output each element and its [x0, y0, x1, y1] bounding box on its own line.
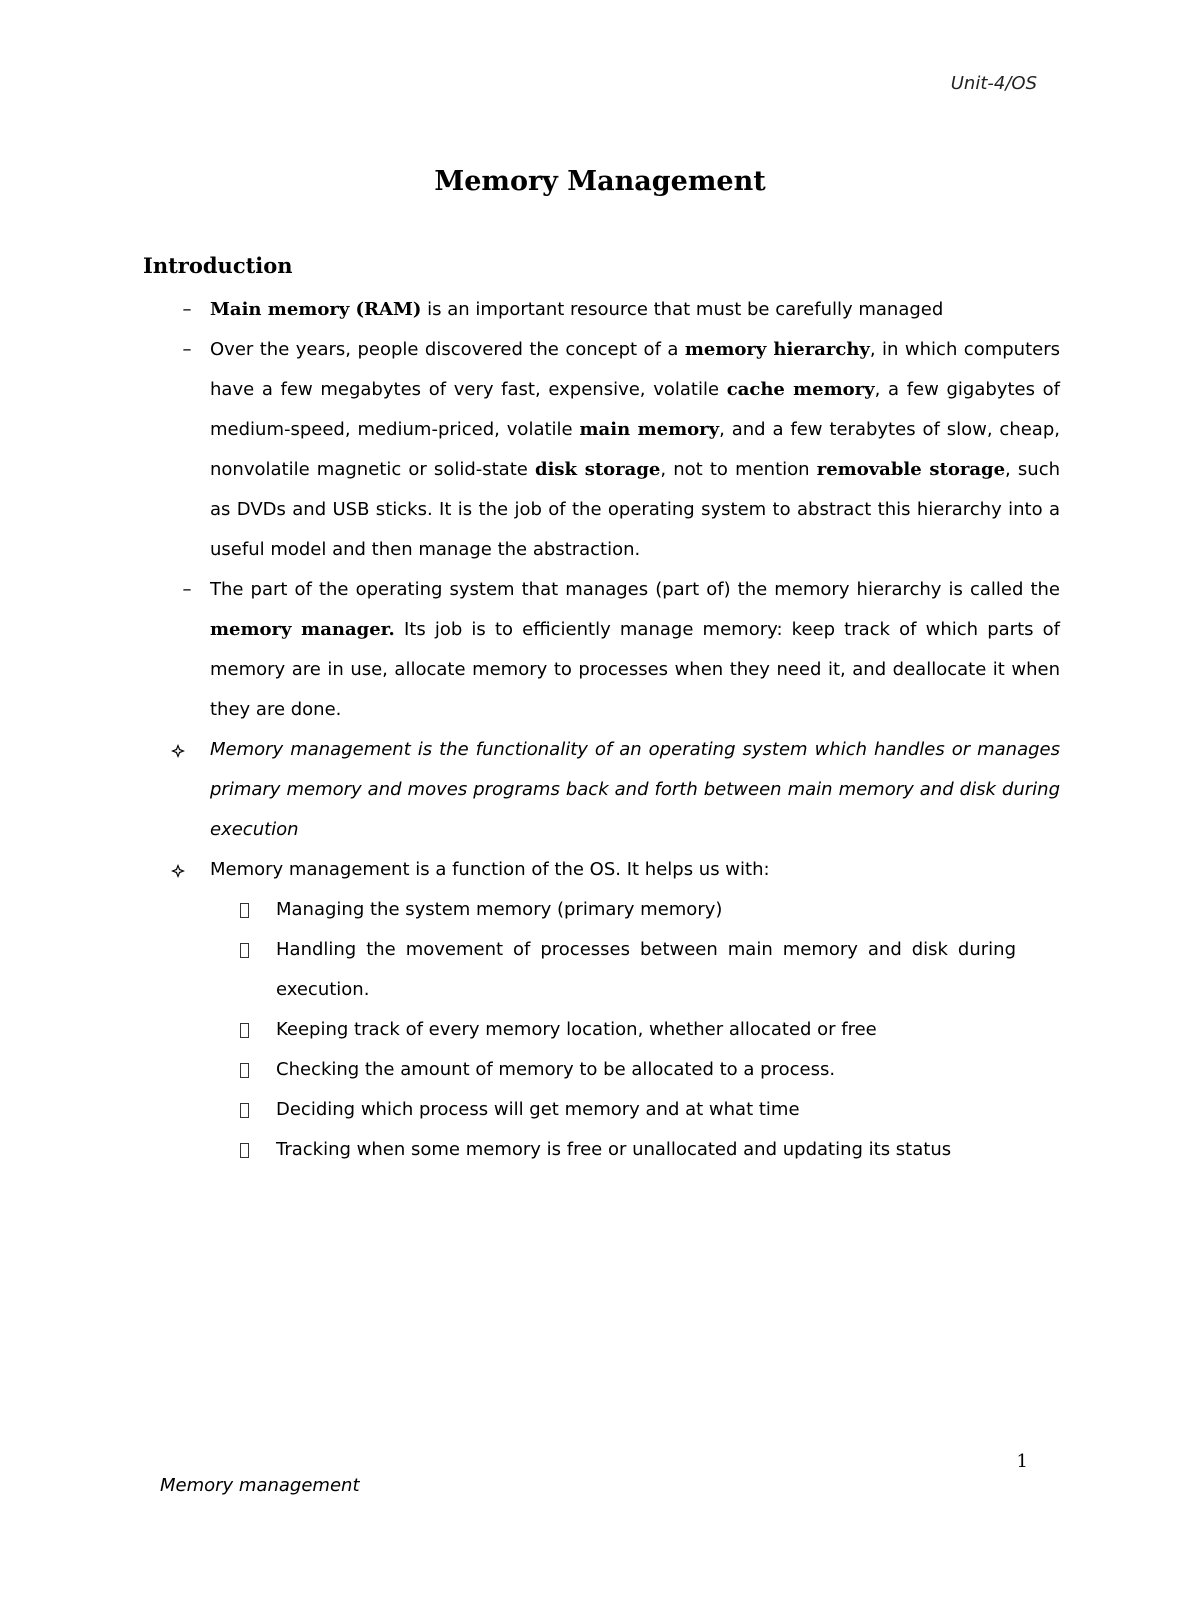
item-text: , in which computers have a few megabytes of very fast, expensive, volatile — [210, 339, 1060, 400]
bold-term: removable storage — [816, 459, 1006, 480]
bold-term: memory hierarchy — [684, 339, 870, 360]
page-number: 1 — [1016, 1451, 1028, 1472]
bold-term: Main memory (RAM) — [210, 299, 422, 320]
bold-term: main memory — [579, 419, 720, 440]
sub-list-item — [240, 890, 1016, 930]
dash-bullet-icon: – — [182, 579, 192, 600]
bold-term: disk storage — [535, 459, 661, 480]
section-heading: Introduction — [143, 253, 293, 278]
sub-list-item — [240, 930, 1016, 1010]
item-text: , and a few terabytes of slow, cheap, nonvolatile magnetic or solid-state — [210, 419, 1060, 480]
missing-glyph-bullet-icon — [240, 1143, 249, 1158]
body-content — [160, 290, 1060, 1170]
missing-glyph-bullet-icon — [240, 903, 249, 918]
missing-glyph-bullet-icon — [240, 1063, 249, 1078]
missing-glyph-bullet-icon — [240, 1023, 249, 1038]
dash-bullet-icon: – — [182, 339, 192, 360]
diamond-bullet-icon — [171, 744, 185, 758]
item-text: Its job is to efficiently manage memory: keep track of which parts of memory are in use, allocate memory to processes when they need it, and deallocate it when they are done. — [210, 619, 1061, 720]
dash-bullet-icon: – — [182, 299, 192, 320]
sub-item-text: Managing the system memory (primary memory) — [276, 899, 723, 920]
sub-item-text: Deciding which process will get memory and at what time — [276, 1099, 800, 1120]
item-text: The part of the operating system that manages (part of) the memory hierarchy is called the — [210, 579, 1060, 600]
sub-item-text: Tracking when some memory is free or unallocated and updating its status — [276, 1139, 952, 1160]
item-text: , a few gigabytes of medium-speed, medium-priced, volatile — [210, 379, 1061, 440]
sub-list — [240, 890, 1060, 1170]
diamond-list-item — [160, 730, 1060, 850]
dash-list-item — [160, 570, 1060, 730]
bold-term: cache memory — [726, 379, 875, 400]
sub-list-item — [240, 1130, 1016, 1170]
item-text: Over the years, people discovered the concept of a — [210, 339, 685, 360]
diamond-bullet-icon — [171, 864, 185, 878]
sub-list-item — [240, 1050, 1016, 1090]
missing-glyph-bullet-icon — [240, 1103, 249, 1118]
definition-text: Memory management is the functionality of an operating system which handles or manages primary memory and moves programs back and forth between main memory and disk during execution — [210, 739, 1060, 840]
sub-item-text: Checking the amount of memory to be allocated to a process. — [276, 1059, 836, 1080]
page-header: Unit-4/OS — [950, 73, 1037, 94]
sub-item-text: Handling the movement of processes between main memory and disk during execution. — [276, 939, 1016, 1000]
page-footer: Memory management — [160, 1475, 360, 1496]
sub-item-text: Keeping track of every memory location, whether allocated or free — [276, 1019, 877, 1040]
dash-list-item — [160, 290, 1060, 330]
bold-term: memory manager. — [210, 619, 395, 640]
diamond-list-item — [160, 850, 1060, 890]
sub-list-item — [240, 1090, 1016, 1130]
item-text: , not to mention — [660, 459, 817, 480]
item-text: , such as DVDs and USB sticks. It is the job of the operating system to abstract this hierarchy into a useful model and then manage the abstraction. — [210, 459, 1061, 560]
document-title: Memory Management — [434, 166, 766, 197]
item-text: Memory management is a function of the OS. It helps us with: — [210, 859, 770, 880]
dash-list-item — [160, 330, 1060, 570]
sub-list-item — [240, 1010, 1016, 1050]
item-text: is an important resource that must be carefully managed — [421, 299, 944, 320]
missing-glyph-bullet-icon — [240, 943, 249, 958]
